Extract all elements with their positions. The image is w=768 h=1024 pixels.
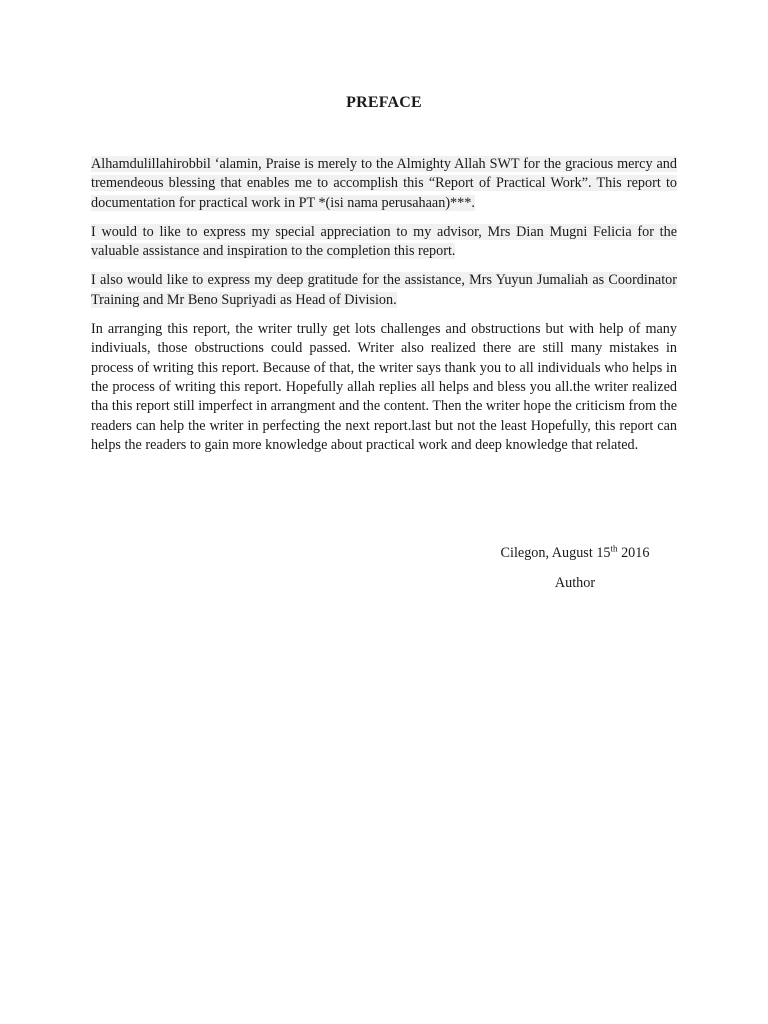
page-title: PREFACE [346,94,422,111]
paragraph-3-text: I also would like to express my deep gratitude for the assistance, Mrs Yuyun Jumaliah as Coordinator Training and Mr Beno Supriyadi as Head of Division. [91,272,677,308]
day-ordinal-suffix: th [610,543,618,554]
paragraph-2 [91,223,677,262]
author-label: Author [554,575,596,591]
place-date [450,543,700,563]
paragraph-1 [91,155,677,213]
place-date-year: 2016 [617,545,650,561]
paragraph-4 [91,320,677,455]
paragraph-3 [91,271,677,310]
paragraph-2-text: I would to like to express my special appreciation to my advisor, Mrs Dian Mugni Felicia for the valuable assistance and inspiration to the completion this report. [91,223,677,260]
signature-block [450,543,700,593]
paragraph-4-text: In arranging this report, the writer trully get lots challenges and obstructions but with help of many indiviuals, those obstructions could passed. Writer also realized there are still many mistakes in process of writing this report. Because of that, the writer says thank you to all individuals who helps in the process of writing this report. Hopefully allah replies all helps and bless you all.the writer realized tha this report still imperfect in arrangment and the content. Then the writer hope the criticism from the readers can help the writer in perfecting the next report.last but not the least Hopefully, this report can helps the readers to gain more knowledge about practical work and deep knowledge that related. [91,321,677,453]
place-date-prefix: Cilegon, August 15 [500,545,611,561]
paragraph-1-text: Alhamdulillahirobbil ‘alamin, Praise is merely to the Almighty Allah SWT for the gracious mercy and tremendeous blessing that enables me to accomplish this “Report of Practical Work”. This report to documentation for practical work in PT *(isi nama perusahaan)***. [91,156,677,211]
preface-body [91,155,677,465]
